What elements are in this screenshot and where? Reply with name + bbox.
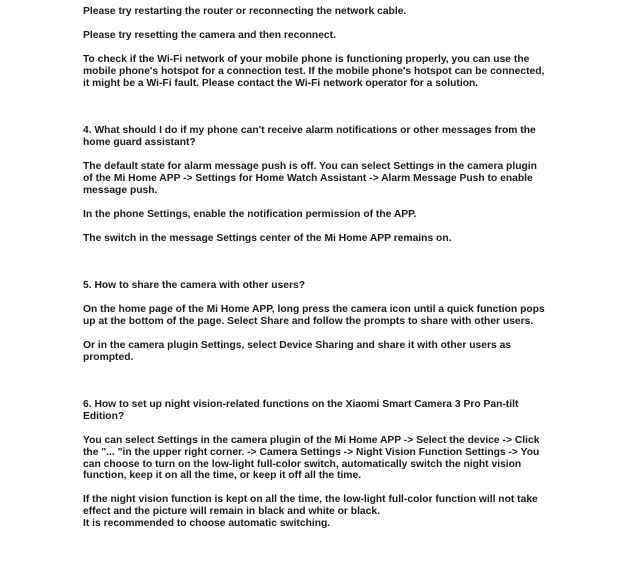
paragraph-alarm-push: The default state for alarm message push is off. You can select Settings in the camera plugin of the Mi Home APP -> Settings for Home Watch Assistant -> Alarm Message Push to enable message push. <box>83 161 537 196</box>
paragraph-night-vision-note: If the night vision function is kept on all the time, the low-light full-color function will not take effect and the picture will remain in black and white or black. It is recommended to choose automatic switching. <box>83 494 538 529</box>
paragraph-device-sharing: Or in the camera plugin Settings, select Device Sharing and share it with other users as prompted. <box>83 340 512 363</box>
paragraph-wifi-check: To check if the Wi-Fi network of your mobile phone is functioning properly, you can use the mobile phone's hotspot for a connection test. If the mobile phone's hotspot can be connected, it might be a Wi-Fi fault. Please contact the Wi-Fi network operator for a solution. <box>83 54 545 89</box>
question-6-heading: 6. How to set up night vision-related functions on the Xiaomi Smart Camera 3 Pro Pan-tilt Edition? <box>83 399 519 422</box>
question-4-heading: 4. What should I do if my phone can't receive alarm notifications or other messages from the home guard assistant? <box>83 125 536 148</box>
paragraph-night-vision-settings: You can select Settings in the camera plugin of the Mi Home APP -> Select the device -> Click the "... "in the upper right corner. -> Camera Settings -> Night Vision Function Settings -> You can choose to turn on the low-light full-color switch, automatically switch the night vision function, keep it on all the time, or keep it off all the time. <box>83 435 540 482</box>
paragraph-reset-camera: Please try resetting the camera and then reconnect. <box>83 30 336 41</box>
paragraph-restart-router: Please try restarting the router or reconnecting the network cable. <box>83 6 407 17</box>
paragraph-share-home-page: On the home page of the Mi Home APP, long press the camera icon until a quick function pops up at the bottom of the page. Select Share and follow the prompts to share with other users. <box>83 304 545 327</box>
paragraph-notification-permission: In the phone Settings, enable the notification permission of the APP. <box>83 209 417 220</box>
paragraph-message-settings: The switch in the message Settings center of the Mi Home APP remains on. <box>83 233 452 244</box>
question-5-heading: 5. How to share the camera with other users? <box>83 280 306 291</box>
